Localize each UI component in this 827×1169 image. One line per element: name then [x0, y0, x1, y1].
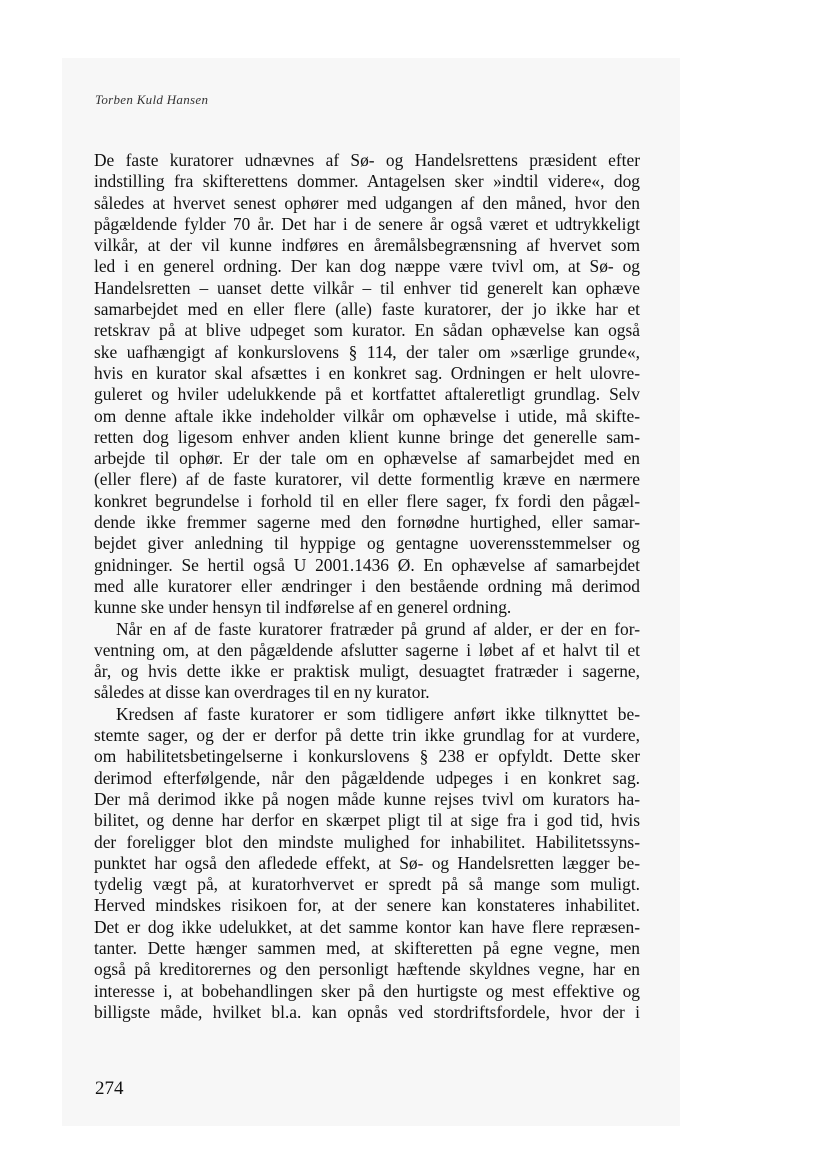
text-line: om habilitetsbetingelserne i konkurslovens § 238 er opfyldt. Dette sker [94, 746, 640, 767]
text-line: Kredsen af faste kuratorer er som tidligere anført ikke tilknyttet be- [116, 703, 640, 724]
text-line: gnidninger. Se hertil også U 2001.1436 Ø. En ophævelse af samarbejdet [94, 554, 640, 575]
text-line: retten dog ligesom enhver anden klient kunne bringe det generelle sam- [94, 426, 640, 447]
text-line: Når en af de faste kuratorer fratræder på grund af alder, er der en for- [116, 618, 640, 639]
text-line: derimod efterfølgende, når den pågældende udpeges i en konkret sag. [94, 767, 640, 788]
text-line: punktet har også den afledede effekt, at Sø- og Handelsretten lægger be- [94, 852, 640, 873]
text-line: ske uafhængigt af konkurslovens § 114, der taler om »særlige grunde«, [94, 341, 640, 362]
text-line: billigste måde, hvilket bl.a. kan opnås ved stordriftsfordele, hvor der i [94, 1001, 640, 1022]
text-line: år, og hvis dette ikke er praktisk muligt, desuagtet fratræder i sagerne, [94, 661, 640, 682]
text-line: De faste kuratorer udnævnes af Sø- og Handelsrettens præsident efter [94, 150, 640, 170]
paragraph [94, 150, 640, 619]
text-line: også på kreditorernes og den personligt hæftende skyldnes vegne, har en [94, 959, 640, 980]
text-line: om denne aftale ikke indeholder vilkår om ophævelse i utide, må skifte- [94, 405, 640, 426]
text-line: tydelig vægt på, at kuratorhvervet er spredt på så mange som muligt. [94, 874, 640, 895]
page-number: 274 [95, 1078, 124, 1099]
text-line: ventning om, at den pågældende afslutter sagerne i løbet af et halvt til et [94, 639, 640, 660]
text-line: således at disse kan overdrages til en ny kurator. [94, 682, 430, 703]
text-line: retskrav på at blive udpeget som kurator. En sådan ophævelse kan også [94, 320, 640, 341]
text-line: Herved mindskes risikoen for, at der senere kan konstateres inhabilitet. [94, 895, 640, 916]
text-line: kunne ske under hensyn til indførelse af en generel ordning. [94, 597, 512, 618]
text-line: arbejde til ophør. Er der tale om en ophævelse af samarbejdet med en [94, 448, 640, 469]
text-line: bejdet giver anledning til hyppige og gentagne uoverensstemmelser og [94, 533, 640, 554]
text-line: hvis en kurator skal afsættes i en konkret sag. Ordningen er helt ulovre- [94, 362, 640, 383]
text-line: indstilling fra skifterettens dommer. Antagelsen sker »indtil videre«, dog [94, 171, 640, 192]
text-line: dende ikke fremmer sagerne med den fornødne hurtighed, eller samar- [94, 512, 640, 533]
text-line: der foreligger blot den mindste mulighed for inhabilitet. Habilitetssyns- [94, 831, 640, 852]
text-line: guleret og hviler udelukkende på et kortfattet aftaleretligt grundlag. Selv [94, 384, 640, 405]
body-text [94, 150, 640, 1023]
text-line: konkret begrundelse i forhold til en eller flere sager, fx fordi den pågæl- [94, 490, 640, 511]
text-line: (eller flere) af de faste kuratorer, vil dette formentlig kræve en nærmere [94, 469, 640, 490]
text-line: bilitet, og denne har derfor en skærpet pligt til at sige fra i god tid, hvis [94, 810, 640, 831]
text-line: led i en generel ordning. Der kan dog næppe være tvivl om, at Sø- og [94, 256, 640, 277]
text-line: Der må derimod ikke på nogen måde kunne rejses tvivl om kurators ha- [94, 788, 640, 809]
text-line: Handelsretten – uanset dette vilkår – til enhver tid generelt kan ophæve [94, 277, 640, 298]
text-line: stemte sager, og der er derfor på dette trin ikke grundlag for at vurdere, [94, 725, 640, 746]
text-line: Det er dog ikke udelukket, at det samme kontor kan have flere repræsen- [94, 916, 640, 937]
text-line: med alle kuratorer eller ændringer i den bestående ordning må derimod [94, 575, 640, 596]
text-line: tanter. Dette hænger sammen med, at skifteretten på egne vegne, men [94, 937, 640, 958]
paragraph [94, 619, 640, 704]
running-head: Torben Kuld Hansen [95, 92, 209, 107]
text-line: samarbejdet med en eller flere (alle) faste kuratorer, der jo ikke har et [94, 299, 640, 320]
text-line: interesse i, at bobehandlingen sker på den hurtigste og mest effektive og [94, 980, 640, 1001]
text-line: pågældende fylder 70 år. Det har i de senere år også været et udtrykkeligt [94, 213, 640, 234]
paragraph [94, 704, 640, 1023]
text-line: således at hvervet senest ophører med udgangen af den måned, hvor den [94, 192, 640, 213]
text-line: vilkår, at der vil kunne indføres en åremålsbegrænsning af hvervet som [94, 235, 640, 256]
